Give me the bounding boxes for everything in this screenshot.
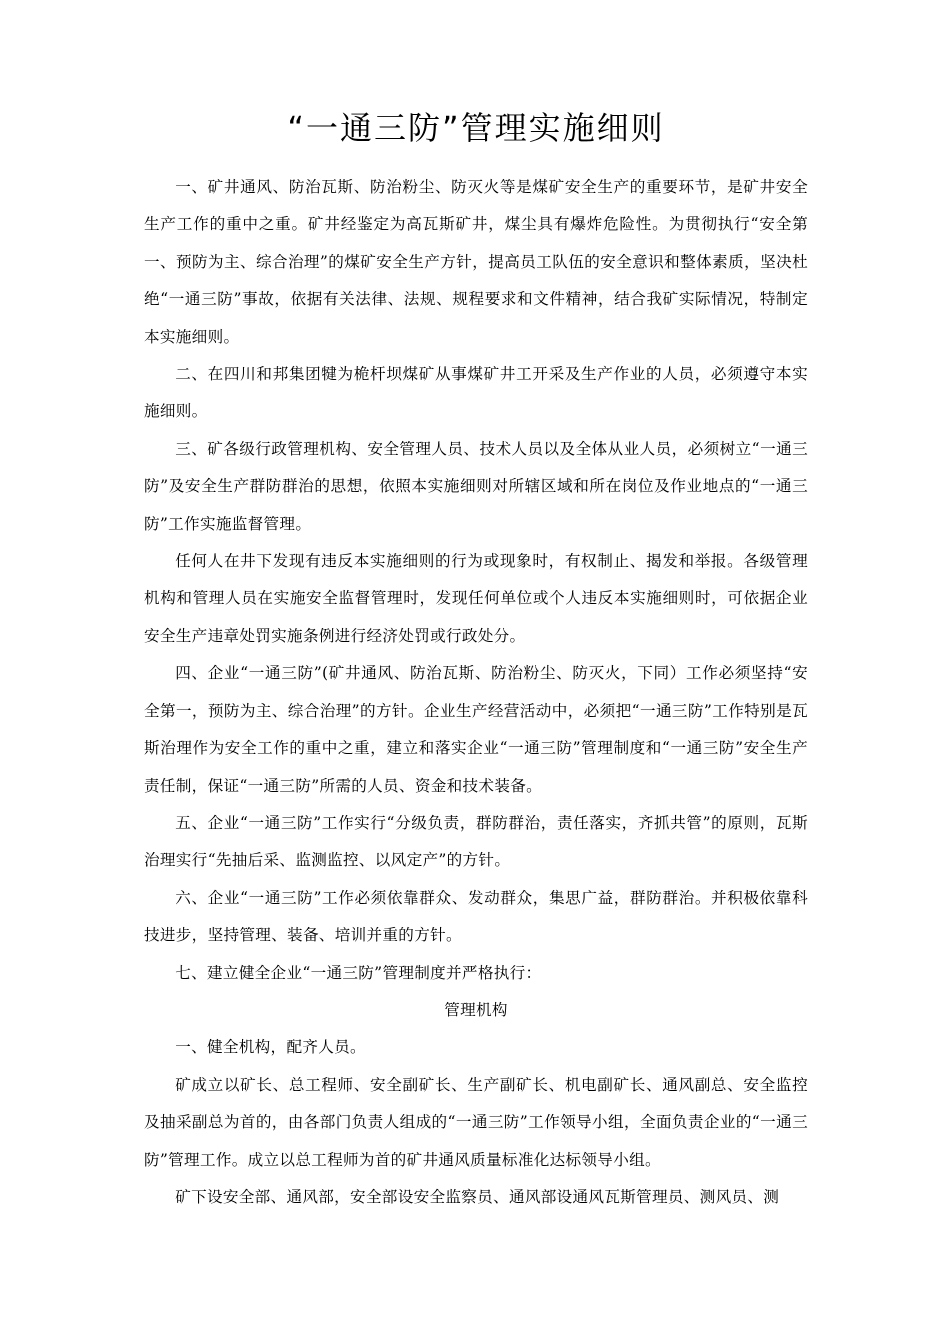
document-body <box>144 169 808 1216</box>
paragraph-article-5: 五、企业“一通三防”工作实行“分级负责，群防群治，责任落实，齐抓共管”的原则，瓦斯治理实行“先抽后采、监测监控、以风定产”的方针。 <box>144 813 808 870</box>
paragraph-article-6: 六、企业“一通三防”工作必须依靠群众、发动群众，集思广益，群防群治。并积极依靠科技进步，坚持管理、装备、培训并重的方针。 <box>144 888 808 945</box>
document-title: “一通三防”管理实施细则 <box>287 109 665 147</box>
paragraph-article-7: 七、建立健全企业“一通三防”管理制度并严格执行： <box>175 963 542 982</box>
paragraph-article-2: 二、在四川和邦集团犍为桅杆坝煤矿从事煤矿井工开采及生产作业的人员，必须遵守本实施细则。 <box>144 365 808 421</box>
section-heading: 管理机构 <box>444 1000 508 1019</box>
paragraph-article-4: 四、企业“一通三防”(矿井通风、防治瓦斯、防治粉尘、防灭火，下同）工作必须坚持“安全第一，预防为主、综合治理”的方针。企业生产经营活动中，必须把“一通三防”工作特别是瓦斯治理作为安全工作的重中之重，建立和落实企业“一通三防”管理制度和“一通三防”安全生产责任制，保证“一通三防”所需的人员、资金和技术装备。 <box>144 664 808 795</box>
paragraph-reporting-rights: 任何人在井下发现有违反本实施细则的行为或现象时，有权制止、揭发和举报。各级管理机构和管理人员在实施安全监督管理时，发现任何单位或个人违反本实施细则时，可依据企业安全生产违章处罚实施条例进行经济处罚或行政处分。 <box>144 552 808 645</box>
paragraph-section-1: 一、健全机构，配齐人员。 <box>175 1038 366 1057</box>
paragraph-article-1: 一、矿井通风、防治瓦斯、防治粉尘、防灭火等是煤矿安全生产的重要环节，是矿井安全生产工作的重中之重。矿井经鉴定为高瓦斯矿井，煤尘具有爆炸危险性。为贯彻执行“安全第一、预防为主、综合治理”的煤矿安全生产方针，提高员工队伍的安全意识和整体素质，坚决杜绝“一通三防”事故，依据有关法律、法规、规程要求和文件精神，结合我矿实际情况，特制定本实施细则。 <box>144 178 808 346</box>
paragraph-article-3: 三、矿各级行政管理机构、安全管理人员、技术人员以及全体从业人员，必须树立“一通三防”及安全生产群防群治的思想，依照本实施细则对所辖区域和所在岗位及作业地点的“一通三防”工作实施监督管理。 <box>144 439 808 533</box>
paragraph-section-3: 矿下设安全部、通风部，安全部设安全监察员、通风部设通风瓦斯管理员、测风员、测 <box>175 1187 780 1206</box>
paragraph-section-2: 矿成立以矿长、总工程师、安全副矿长、生产副矿长、机电副矿长、通风副总、安全监控及抽采副总为首的，由各部门负责人组成的“一通三防”工作领导小组，全面负责企业的“一通三防”管理工作。成立以总工程师为首的矿井通风质量标准化达标领导小组。 <box>144 1075 808 1169</box>
